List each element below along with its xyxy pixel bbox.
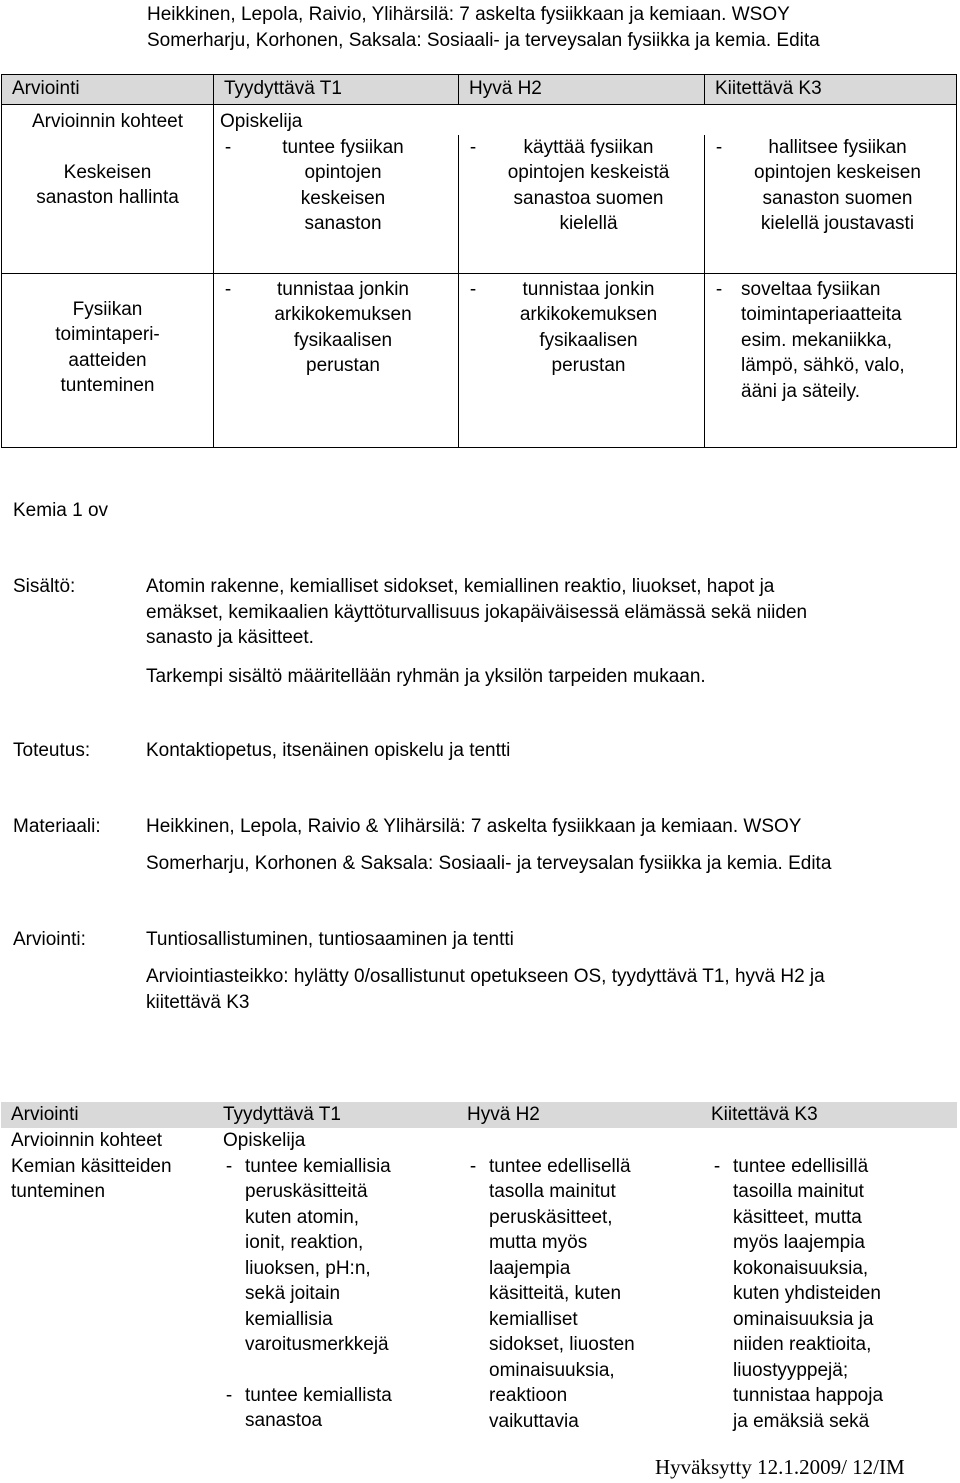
chemistry-assessment-table: [1, 1102, 957, 1434]
top-references: [147, 2, 820, 53]
subheader-cell: Opiskelija: [223, 1129, 306, 1151]
criteria-h2: - käyttää fysiikan opintojen keskeistä sanastoa suomen kielellä: [459, 135, 705, 274]
material-line: Somerharju, Korhonen & Saksala: Sosiaali- ja terveysalan fysiikka ja kemia. Edita: [146, 853, 832, 874]
course-title: Kemia 1 ov: [13, 500, 109, 521]
header-cell: Kiitettävä K3: [711, 1104, 818, 1125]
assessment-label: Arviointi:: [13, 929, 86, 950]
assessment-text: Tuntiosallistuminen, tuntiosaaminen ja tentti: [146, 929, 514, 950]
criteria-k3: - soveltaa fysiikan toimintaperiaatteita esim. mekaniikka, lämpö, sähkö, valo, ääni ja säteily.: [705, 273, 957, 447]
criteria-t1: - tuntee fysiikan opintojen keskeisen sanaston: [214, 135, 459, 274]
table-row: [2, 273, 957, 447]
header-cell: Hyvä H2: [459, 75, 705, 105]
approval-footer: Hyväksytty 12.1.2009/ 12/IM: [655, 1455, 905, 1479]
table-header-row: [2, 75, 957, 105]
material-label: Materiaali:: [13, 816, 101, 837]
implementation-text: Kontaktiopetus, itsenäinen opiskelu ja tentti: [146, 740, 511, 761]
criteria-h2: - tuntee edellisellä tasolla mainitut peruskäsitteet, mutta myös laajempia käsitteitä, kuten kemialliset sidokset, liuosten ominaisuuksia, reaktioon vaikuttavia: [469, 1155, 635, 1432]
header-cell: Kiitettävä K3: [705, 75, 957, 105]
table-subheader-row: [1, 1128, 957, 1154]
header-cell: Tyydyttävä T1: [214, 75, 459, 105]
criteria-t1: - tunnistaa jonkin arkikokemuksen fysikaalisen perustan: [214, 273, 459, 447]
reference-line: Somerharju, Korhonen, Saksala: Sosiaali- ja terveysalan fysiikka ja kemia. Edita: [147, 29, 820, 51]
criteria-k3: - hallitsee fysiikan opintojen keskeisen sanaston suomen kielellä joustavasti: [705, 135, 957, 274]
content-note: Tarkempi sisältö määritellään ryhmän ja yksilön tarpeiden mukaan.: [146, 666, 706, 687]
subheader-cell: Arvioinnin kohteet: [11, 1129, 163, 1151]
table-subheader-row: [2, 105, 957, 135]
reference-line: Heikkinen, Lepola, Raivio, Ylihärsilä: 7 askelta fysiikkaan ja kemiaan. WSOY: [147, 4, 790, 25]
content-text: Atomin rakenne, kemialliset sidokset, kemiallinen reaktio, liuokset, hapot ja emäkset, kemikaalien käyttöturvallisuus jokapäiväisessä elämässä sekä niiden sanasto ja käsitteet.: [146, 576, 808, 648]
header-cell: Arviointi: [11, 1104, 79, 1125]
physics-assessment-table: [1, 74, 957, 448]
table-row: [1, 1154, 957, 1435]
table-header-row: [1, 1102, 957, 1128]
header-cell: Tyydyttävä T1: [223, 1104, 341, 1125]
implementation-label: Toteutus:: [13, 740, 91, 761]
material-line: Heikkinen, Lepola, Raivio & Ylihärsilä: 7 askelta fysiikkaan ja kemiaan. WSOY: [146, 816, 802, 837]
subheader-cell: Arvioinnin kohteet: [2, 105, 214, 135]
assessment-target: Keskeisen sanaston hallinta: [2, 135, 214, 274]
header-cell: Hyvä H2: [467, 1104, 540, 1125]
criteria-h2: - tunnistaa jonkin arkikokemuksen fysikaalisen perustan: [459, 273, 705, 447]
content-label: Sisältö:: [13, 576, 76, 597]
subheader-cell: Opiskelija: [214, 105, 957, 135]
assessment-target: Fysiikan toimintaperi- aatteiden tunteminen: [2, 273, 214, 447]
assessment-scale: Arviointiasteikko: hylätty 0/osallistunut opetukseen OS, tyydyttävä T1, hyvä H2 ja kiitettävä K3: [146, 966, 825, 1013]
table-row: [2, 135, 957, 274]
criteria-t1: - tuntee kemiallisia peruskäsitteitä kuten atomin, ionit, reaktion, liuoksen, pH:n, sekä joitain kemiallisia varoitusmerkkejä - tuntee kemiallista sanastoa: [225, 1155, 392, 1431]
assessment-target: Kemian käsitteiden tunteminen: [11, 1155, 172, 1202]
criteria-k3: - tuntee edellisillä tasoilla mainitut käsitteet, mutta myös laajempia kokonaisuuksia, kuten yhdisteiden ominaisuuksia ja niiden reaktioita, liuostyyppejä; tunnistaa happoja ja emäksiä sekä: [713, 1155, 884, 1432]
header-cell: Arviointi: [2, 75, 214, 105]
